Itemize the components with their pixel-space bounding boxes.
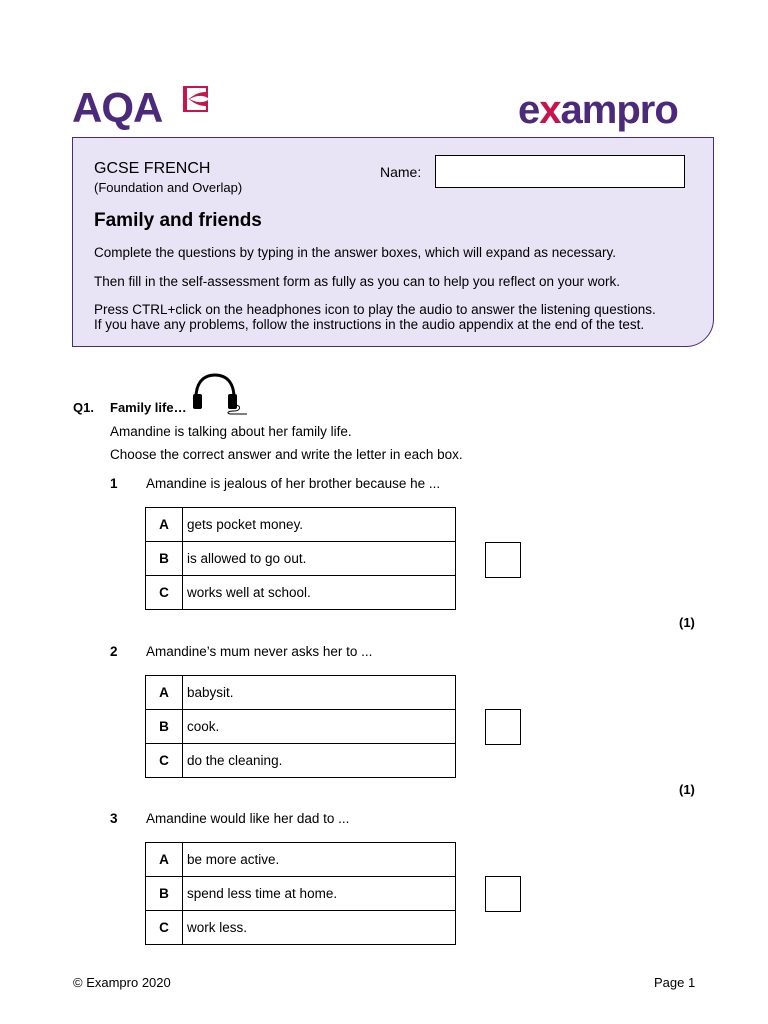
option-letter: C — [146, 744, 183, 778]
part-2-number: 2 — [110, 644, 118, 659]
option-letter: B — [146, 542, 183, 576]
instruction-3: Press CTRL+click on the headphones icon to play the audio to answer the listening questions. — [94, 302, 656, 317]
option-text: works well at school. — [183, 576, 456, 610]
option-row — [146, 877, 456, 911]
option-row — [146, 576, 456, 610]
instruction-2: Then fill in the self-assessment form as fully as you can to help you reflect on your work. — [94, 274, 620, 289]
aqa-flag-icon — [180, 84, 210, 114]
part-2-options — [145, 675, 456, 778]
option-text: spend less time at home. — [183, 877, 456, 911]
exampro-logo-prefix: e — [518, 88, 540, 132]
exampro-logo — [518, 84, 678, 136]
exampro-logo-x: x — [539, 88, 561, 132]
option-letter: A — [146, 508, 183, 542]
option-row — [146, 710, 456, 744]
question-intro-2: Choose the correct answer and write the letter in each box. — [110, 447, 463, 462]
instruction-4: If you have any problems, follow the instructions in the audio appendix at the end of the test. — [94, 317, 645, 332]
option-letter: C — [146, 576, 183, 610]
page-title: Family and friends — [94, 210, 262, 231]
question-number: Q1. — [73, 400, 94, 415]
part-2-answer-box[interactable] — [485, 709, 521, 745]
part-1-options — [145, 507, 456, 610]
part-2-marks: (1) — [679, 782, 695, 797]
instruction-1: Complete the questions by typing in the answer boxes, which will expand as necessary. — [94, 245, 617, 260]
headphones-icon[interactable] — [190, 372, 248, 416]
option-row — [146, 744, 456, 778]
part-1-stem: Amandine is jealous of her brother because he ... — [146, 476, 441, 491]
footer-page-number: Page 1 — [654, 975, 696, 990]
option-row — [146, 508, 456, 542]
part-2-stem: Amandine’s mum never asks her to ... — [146, 644, 373, 659]
part-1-marks: (1) — [679, 615, 695, 630]
option-text: do the cleaning. — [183, 744, 456, 778]
footer-copyright: © Exampro 2020 — [73, 975, 171, 990]
option-text: cook. — [183, 710, 456, 744]
aqa-logo-text: AQA — [72, 84, 163, 131]
part-3-answer-box[interactable] — [485, 876, 521, 912]
name-label: Name: — [380, 164, 422, 180]
part-3-stem: Amandine would like her dad to ... — [146, 811, 350, 826]
subject-title: GCSE FRENCH — [94, 160, 211, 177]
option-letter: A — [146, 843, 183, 877]
option-text: work less. — [183, 911, 456, 945]
option-row — [146, 911, 456, 945]
option-letter: C — [146, 911, 183, 945]
question-intro-1: Amandine is talking about her family life. — [110, 424, 352, 439]
exampro-logo-suffix: ampro — [560, 88, 678, 132]
option-letter: B — [146, 710, 183, 744]
tier-label: (Foundation and Overlap) — [94, 180, 243, 195]
aqa-logo — [72, 84, 212, 132]
part-3-number: 3 — [110, 811, 118, 826]
part-1-answer-box[interactable] — [485, 542, 521, 578]
option-text: be more active. — [183, 843, 456, 877]
info-panel — [72, 137, 714, 347]
part-1-number: 1 — [110, 476, 118, 491]
name-field[interactable] — [435, 155, 685, 188]
part-3-options — [145, 842, 456, 945]
option-text: gets pocket money. — [183, 508, 456, 542]
option-letter: A — [146, 676, 183, 710]
option-row — [146, 676, 456, 710]
option-letter: B — [146, 877, 183, 911]
option-text: babysit. — [183, 676, 456, 710]
option-row — [146, 843, 456, 877]
question-title: Family life… — [110, 400, 187, 415]
option-text: is allowed to go out. — [183, 542, 456, 576]
option-row — [146, 542, 456, 576]
